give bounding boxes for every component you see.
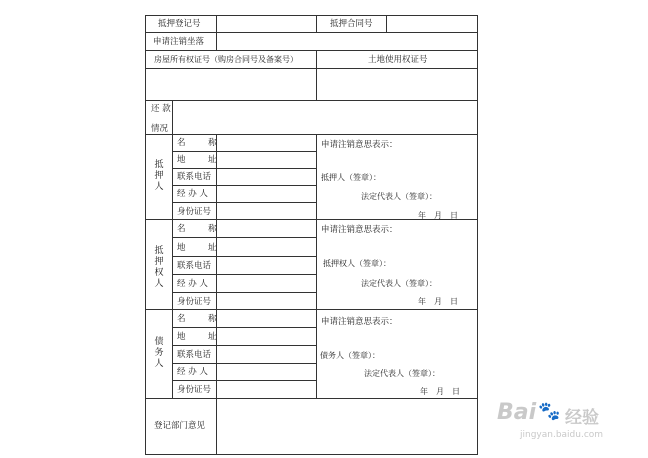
col-rule <box>316 134 317 398</box>
mortgagor-address-field[interactable] <box>217 152 315 167</box>
debtor-cancel-intent: 申请注销意思表示： <box>321 317 398 327</box>
mortgagee-name-label: 名 称 <box>177 224 224 234</box>
mortgagee-section-label: 抵押权人 <box>154 246 164 289</box>
repayment-label-line2: 情况 <box>151 124 169 134</box>
land-cert-no-label: 土地使用权证号 <box>368 55 428 65</box>
debtor-date: 年 月 日 <box>420 387 460 396</box>
mortgagee-phone-field[interactable] <box>217 257 315 273</box>
debtor-name-field[interactable] <box>217 310 315 326</box>
debtor-phone-field[interactable] <box>217 346 315 362</box>
mortgagee-handler-label: 经 办 人 <box>177 279 208 289</box>
debtor-address-label: 地 址 <box>177 332 224 342</box>
mortgagee-name-field[interactable] <box>217 220 315 236</box>
debtor-id-field[interactable] <box>217 381 315 397</box>
debtor-handler-label: 经 办 人 <box>177 367 208 377</box>
debtor-id-label: 身份证号 <box>177 385 212 395</box>
mortgagor-section-label: 抵押人 <box>154 160 164 192</box>
debtor-section-label: 债务人 <box>154 337 164 369</box>
paw-icon: 🐾 <box>538 401 561 422</box>
mortgagor-legal-rep-sign: 法定代表人（签章）： <box>361 192 437 201</box>
cancel-location-label: 申请注销坐落 <box>153 37 205 47</box>
repayment-field[interactable] <box>173 101 477 133</box>
mortgagee-id-label: 身份证号 <box>177 297 212 307</box>
mortgage-reg-no-label: 抵押登记号 <box>158 19 201 29</box>
mortgagor-id-label: 身份证号 <box>177 207 212 217</box>
mortgagor-name-field[interactable] <box>217 135 315 150</box>
mortgagor-phone-label: 联系电话 <box>177 172 212 182</box>
col-rule <box>316 15 317 32</box>
mortgagor-handler-label: 经 办 人 <box>177 189 208 199</box>
debtor-handler-field[interactable] <box>217 364 315 379</box>
cancel-location-field[interactable] <box>217 33 477 49</box>
mortgagor-sign: 抵押人（签章）： <box>321 173 381 182</box>
mortgagee-date: 年 月 日 <box>418 297 458 306</box>
mortgagee-id-field[interactable] <box>217 293 315 308</box>
debtor-legal-rep-sign: 法定代表人（签章）： <box>364 369 440 378</box>
mortgagee-phone-label: 联系电话 <box>177 261 212 271</box>
debtor-phone-label: 联系电话 <box>177 350 212 360</box>
mortgagee-cancel-intent: 申请注销意思表示： <box>321 225 398 235</box>
watermark-brand2: 经验 <box>565 408 599 428</box>
mortgagee-legal-rep-sign: 法定代表人（签章）： <box>361 279 437 288</box>
mortgagee-address-label: 地 址 <box>177 243 224 253</box>
debtor-address-field[interactable] <box>217 328 315 344</box>
col-rule <box>172 100 173 398</box>
mortgagee-sign: 抵押权人（签章）： <box>323 259 391 268</box>
mortgagee-address-field[interactable] <box>217 238 315 255</box>
mortgagor-address-label: 地 址 <box>177 155 224 165</box>
repayment-label-line1: 还 款 <box>151 104 171 114</box>
mortgage-contract-no-field[interactable] <box>387 16 477 31</box>
mortgage-reg-no-field[interactable] <box>217 16 315 31</box>
mortgagor-handler-field[interactable] <box>217 186 315 201</box>
registry-opinion-label: 登记部门意见 <box>154 421 206 431</box>
mortgage-contract-no-label: 抵押合同号 <box>330 19 373 29</box>
mortgagee-handler-field[interactable] <box>217 275 315 291</box>
property-cert-no-field[interactable] <box>146 69 315 99</box>
mortgagor-name-label: 名 称 <box>177 138 224 148</box>
mortgagor-id-field[interactable] <box>217 203 315 218</box>
mortgagor-cancel-intent: 申请注销意思表示： <box>321 140 398 150</box>
land-cert-no-field[interactable] <box>317 69 477 99</box>
mortgagor-phone-field[interactable] <box>217 169 315 184</box>
registry-opinion-field[interactable] <box>217 399 477 454</box>
property-cert-no-label: 房屋所有权证号（购房合同号及备案号） <box>154 55 298 64</box>
debtor-sign: 债务人（签章）： <box>320 351 380 360</box>
row-rule <box>145 50 478 51</box>
watermark-url: jingyan.baidu.com <box>520 430 604 440</box>
debtor-name-label: 名 称 <box>177 314 224 324</box>
mortgagor-date: 年 月 日 <box>418 211 458 220</box>
watermark-brand: Bai <box>497 400 537 425</box>
